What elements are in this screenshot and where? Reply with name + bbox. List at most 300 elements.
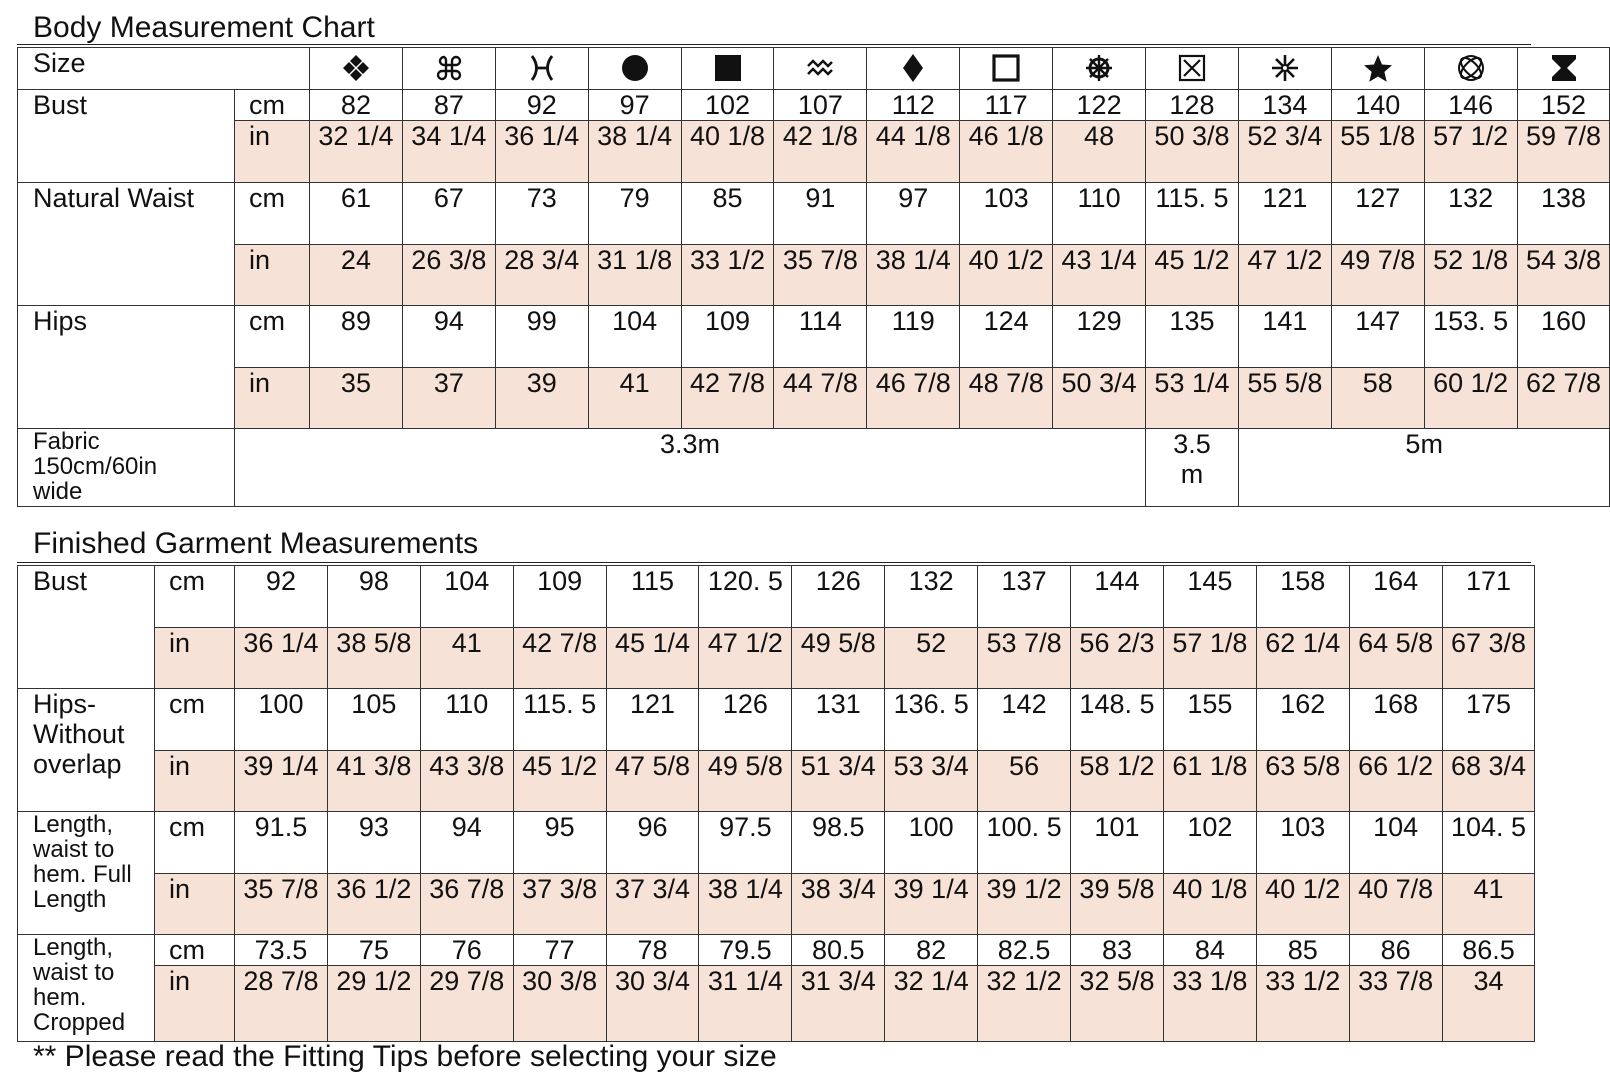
value-cell	[513, 566, 606, 628]
value-cell	[1163, 689, 1256, 751]
size-cell	[310, 48, 403, 90]
cell-value: 49 5/8	[800, 628, 876, 658]
value-cell	[885, 935, 978, 966]
value-cell	[606, 874, 699, 935]
cell-value: 92	[265, 566, 296, 596]
value-cell	[978, 689, 1071, 751]
value-cell	[588, 90, 681, 121]
value-cell	[960, 90, 1053, 121]
unit-label: cm	[155, 689, 235, 751]
cell-value: 31 1/8	[597, 245, 673, 275]
value-cell	[699, 812, 792, 874]
value-cell	[1053, 245, 1146, 306]
row-label: Length, waist to hem. Cropped	[18, 935, 155, 1042]
command-icon	[434, 53, 464, 83]
size-cell	[588, 48, 681, 90]
unit-label: in	[155, 751, 235, 812]
cell-value: 24	[340, 245, 371, 275]
value-cell	[513, 935, 606, 966]
cell-value: 62 7/8	[1525, 368, 1602, 398]
cell-value: 137	[1001, 566, 1047, 596]
value-cell	[1071, 689, 1164, 751]
cell-value: 26 3/8	[411, 245, 487, 275]
table-row	[18, 751, 1535, 812]
value-cell	[513, 812, 606, 874]
cell-value: 86.5	[1462, 935, 1515, 965]
table-row	[18, 121, 1610, 183]
value-cell	[588, 245, 681, 306]
table-row	[18, 183, 1610, 245]
fabric-value: 5m	[1238, 429, 1610, 507]
value-cell	[1071, 751, 1164, 812]
value-cell	[792, 935, 885, 966]
value-cell	[420, 812, 513, 874]
cell-value: 102	[704, 90, 751, 120]
value-cell	[588, 368, 681, 429]
cell-value: 35 7/8	[782, 245, 858, 275]
cell-value: 28 3/4	[504, 245, 580, 275]
cell-value: 120. 5	[707, 566, 783, 596]
value-cell	[699, 628, 792, 689]
table-row	[18, 566, 1535, 628]
unit-label: in	[235, 368, 310, 429]
table-row	[18, 90, 1610, 121]
cell-value: 121	[1262, 183, 1308, 213]
value-cell	[792, 689, 885, 751]
cell-value: 44 7/8	[782, 368, 858, 398]
value-cell	[588, 306, 681, 368]
unit-label: in	[235, 245, 310, 306]
value-cell	[681, 245, 774, 306]
value-cell	[1163, 874, 1256, 935]
value-cell	[495, 306, 588, 368]
value-cell	[310, 306, 403, 368]
cell-value: 94	[433, 306, 464, 336]
value-cell	[1238, 368, 1331, 429]
fabric-value: 3.3m	[235, 429, 1146, 507]
cell-value: 39 5/8	[1079, 874, 1155, 904]
value-cell	[1238, 306, 1331, 368]
value-cell	[1163, 935, 1256, 966]
row-label: Bust	[18, 566, 155, 689]
cell-value: 56	[1009, 751, 1040, 781]
cell-value: 55 1/8	[1340, 121, 1416, 151]
cell-value: 132	[908, 566, 954, 596]
value-cell	[699, 566, 792, 628]
value-cell	[885, 689, 978, 751]
value-cell	[1071, 874, 1164, 935]
value-cell	[1331, 183, 1424, 245]
star-icon	[1363, 53, 1393, 83]
value-cell	[699, 751, 792, 812]
value-cell	[606, 566, 699, 628]
value-cell	[792, 874, 885, 935]
cell-value: 49 5/8	[707, 751, 783, 781]
cell-value: 32 1/2	[986, 966, 1062, 996]
cell-value: 30 3/4	[614, 966, 691, 996]
cell-value: 38 5/8	[336, 628, 412, 658]
cell-value: 82	[340, 90, 371, 120]
value-cell	[681, 183, 774, 245]
value-cell	[792, 751, 885, 812]
value-cell	[960, 183, 1053, 245]
value-cell	[235, 935, 328, 966]
value-cell	[402, 368, 495, 429]
value-cell	[235, 874, 328, 935]
waves-icon	[805, 53, 835, 83]
cell-value: 162	[1280, 689, 1326, 719]
cell-value: 32 5/8	[1079, 966, 1155, 996]
cell-value: 52	[916, 628, 947, 658]
value-cell	[235, 751, 328, 812]
value-cell	[1146, 368, 1239, 429]
cell-value: 53 1/4	[1154, 368, 1230, 398]
cell-value: 83	[1101, 935, 1132, 965]
size-cell	[681, 48, 774, 90]
cell-value: 104	[612, 306, 658, 336]
cell-value: 32 1/4	[318, 121, 394, 151]
cell-value: 127	[1355, 183, 1401, 213]
body-measurement-table	[17, 47, 1610, 507]
value-cell	[1349, 966, 1442, 1042]
cell-value: 155	[1187, 689, 1233, 719]
cell-value: 41	[619, 368, 650, 398]
value-cell	[792, 566, 885, 628]
value-cell	[1517, 306, 1610, 368]
value-cell	[310, 368, 403, 429]
table-row	[18, 966, 1535, 1042]
cell-value: 94	[451, 812, 482, 842]
cell-value: 41	[451, 628, 482, 658]
cell-value: 45 1/4	[614, 628, 691, 658]
cell-value: 60 1/2	[1433, 368, 1509, 398]
cell-value: 104	[1373, 812, 1419, 842]
cell-value: 101	[1094, 812, 1140, 842]
cell-value: 54 3/8	[1525, 245, 1602, 275]
cell-value: 168	[1373, 689, 1419, 719]
value-cell	[402, 183, 495, 245]
table-row	[18, 874, 1535, 935]
hourglass-icon	[1549, 53, 1579, 83]
value-cell	[1256, 812, 1349, 874]
value-cell	[420, 689, 513, 751]
cell-value: 126	[722, 689, 768, 719]
value-cell	[792, 966, 885, 1042]
cell-value: 46 1/8	[968, 121, 1044, 151]
cell-value: 57 1/8	[1172, 628, 1248, 658]
cell-value: 99	[526, 306, 557, 336]
value-cell	[978, 966, 1071, 1042]
size-cell	[1238, 48, 1331, 90]
cell-value: 75	[358, 935, 389, 965]
cell-value: 40 1/8	[689, 121, 766, 151]
value-cell	[1424, 90, 1517, 121]
cell-value: 76	[451, 935, 482, 965]
size-cell	[495, 48, 588, 90]
value-cell	[1349, 566, 1442, 628]
cell-value: 44 1/8	[875, 121, 951, 151]
cell-value: 78	[637, 935, 668, 965]
unit-label: cm	[235, 306, 310, 368]
value-cell	[1256, 689, 1349, 751]
cell-value: 91	[805, 183, 836, 213]
size-cell	[960, 48, 1053, 90]
cell-value: 47 1/2	[1247, 245, 1323, 275]
cell-value: 98	[358, 566, 389, 596]
title-rule	[17, 562, 1531, 563]
cell-value: 42 7/8	[522, 628, 598, 658]
cell-value: 67 3/8	[1450, 628, 1527, 658]
cell-value: 109	[537, 566, 583, 596]
cell-value: 77	[544, 935, 575, 965]
value-cell	[699, 874, 792, 935]
value-cell	[327, 874, 420, 935]
cell-value: 58	[1362, 368, 1393, 398]
value-cell	[885, 566, 978, 628]
value-cell	[402, 306, 495, 368]
cell-value: 42 7/8	[689, 368, 766, 398]
value-cell	[1442, 935, 1535, 966]
value-cell	[1163, 628, 1256, 689]
value-cell	[978, 628, 1071, 689]
value-cell	[1424, 245, 1517, 306]
value-cell	[774, 90, 867, 121]
value-cell	[681, 90, 774, 121]
table-row	[18, 628, 1535, 689]
four-diamonds-icon	[341, 53, 371, 83]
asterisk-icon	[1270, 53, 1300, 83]
unit-label: cm	[155, 566, 235, 628]
unit-label: cm	[155, 812, 235, 874]
value-cell	[1442, 689, 1535, 751]
cell-value: 110	[445, 689, 489, 719]
value-cell	[1238, 121, 1331, 183]
cell-value: 122	[1076, 90, 1122, 120]
size-cell	[1517, 48, 1610, 90]
cell-value: 95	[544, 812, 575, 842]
cell-value: 29 7/8	[429, 966, 505, 996]
unit-label: cm	[235, 183, 310, 245]
value-cell	[978, 751, 1071, 812]
value-cell	[513, 966, 606, 1042]
value-cell	[1053, 368, 1146, 429]
unit-label: cm	[235, 90, 310, 121]
value-cell	[960, 306, 1053, 368]
cell-value: 124	[983, 306, 1029, 336]
cell-value: 35	[340, 368, 371, 398]
value-cell	[885, 812, 978, 874]
value-cell	[310, 245, 403, 306]
cell-value: 117	[984, 90, 1028, 120]
cell-value: 36 1/4	[243, 628, 319, 658]
cell-value: 158	[1280, 566, 1326, 596]
table-row	[18, 245, 1610, 306]
cell-value: 31 1/4	[707, 966, 783, 996]
cell-value: 79.5	[719, 935, 772, 965]
value-cell	[885, 874, 978, 935]
cell-value: 48	[1084, 121, 1115, 151]
cell-value: 97.5	[719, 812, 772, 842]
value-cell	[1163, 566, 1256, 628]
cell-value: 115	[630, 566, 675, 596]
cell-value: 82.5	[997, 935, 1051, 965]
cell-value: 39 1/4	[893, 874, 969, 904]
value-cell	[978, 874, 1071, 935]
value-cell	[513, 874, 606, 935]
table-row	[18, 935, 1535, 966]
cell-value: 40 7/8	[1358, 874, 1434, 904]
cell-value: 52 1/8	[1433, 245, 1509, 275]
value-cell	[1256, 935, 1349, 966]
value-cell	[420, 935, 513, 966]
cell-value: 39 1/4	[243, 751, 319, 781]
value-cell	[1163, 966, 1256, 1042]
cell-value: 175	[1465, 689, 1512, 719]
value-cell	[867, 306, 960, 368]
cell-value: 53 7/8	[986, 628, 1062, 658]
value-cell	[1349, 935, 1442, 966]
value-cell	[885, 628, 978, 689]
cell-value: 73.5	[254, 935, 308, 965]
unit-label: in	[235, 121, 310, 183]
table-row	[18, 812, 1535, 874]
cell-value: 97	[619, 90, 650, 120]
cell-value: 40 1/8	[1172, 874, 1248, 904]
cell-value: 51 3/4	[800, 751, 876, 781]
value-cell	[1071, 812, 1164, 874]
value-cell	[495, 368, 588, 429]
value-cell	[327, 966, 420, 1042]
cell-value: 148. 5	[1079, 689, 1155, 719]
circle-icon	[620, 53, 650, 83]
cell-value: 109	[704, 306, 751, 336]
cell-value: 147	[1355, 306, 1401, 336]
cell-value: 38 1/4	[875, 245, 951, 275]
cell-value: 33 1/2	[689, 245, 766, 275]
value-cell	[1238, 245, 1331, 306]
cell-value: 171	[1465, 566, 1512, 596]
cell-value: 61	[340, 183, 371, 213]
cell-value: 80.5	[812, 935, 865, 965]
cell-value: 68 3/4	[1450, 751, 1527, 781]
cell-value: 50 3/4	[1061, 368, 1137, 398]
value-cell	[867, 368, 960, 429]
value-cell	[327, 751, 420, 812]
cell-value: 31 3/4	[800, 966, 876, 996]
value-cell	[495, 183, 588, 245]
value-cell	[1238, 183, 1331, 245]
cell-value: 103	[1280, 812, 1326, 842]
size-cell	[774, 48, 867, 90]
cell-value: 58 1/2	[1079, 751, 1155, 781]
value-cell	[960, 368, 1053, 429]
cell-value: 36 7/8	[429, 874, 505, 904]
value-cell	[1442, 812, 1535, 874]
value-cell	[1424, 368, 1517, 429]
cell-value: 141	[1262, 306, 1308, 336]
value-cell	[310, 183, 403, 245]
cell-value: 55 5/8	[1247, 368, 1323, 398]
cell-value: 97	[898, 183, 929, 213]
value-cell	[1256, 566, 1349, 628]
size-cell	[1146, 48, 1239, 90]
value-cell	[495, 245, 588, 306]
ship-wheel-icon	[1084, 53, 1114, 83]
cell-value: 33 1/2	[1265, 966, 1341, 996]
cell-value: 42 1/8	[782, 121, 858, 151]
value-cell	[792, 812, 885, 874]
cell-value: 96	[637, 812, 668, 842]
value-cell	[1442, 874, 1535, 935]
value-cell	[420, 566, 513, 628]
cell-value: 37 3/8	[522, 874, 598, 904]
value-cell	[588, 183, 681, 245]
cell-value: 59 7/8	[1525, 121, 1602, 151]
value-cell	[402, 245, 495, 306]
value-cell	[867, 245, 960, 306]
value-cell	[235, 628, 328, 689]
cell-value: 37	[433, 368, 464, 398]
row-label: Hips- Without overlap	[18, 689, 155, 812]
garment-chart-title: Finished Garment Measurements	[33, 527, 479, 560]
value-cell	[235, 689, 328, 751]
value-cell	[1146, 183, 1239, 245]
value-cell	[513, 689, 606, 751]
size-cell	[402, 48, 495, 90]
title-rule	[17, 44, 1531, 45]
x-box-icon	[1177, 53, 1207, 83]
table-row	[18, 368, 1610, 429]
value-cell	[606, 935, 699, 966]
cell-value: 46 7/8	[875, 368, 951, 398]
cell-value: 36 1/4	[504, 121, 580, 151]
cell-value: 64 5/8	[1358, 628, 1434, 658]
value-cell	[699, 935, 792, 966]
cell-value: 131	[815, 689, 861, 719]
cell-value: 37 3/4	[614, 874, 691, 904]
cell-value: 115. 5	[523, 689, 597, 719]
cell-value: 63 5/8	[1265, 751, 1341, 781]
value-cell	[978, 566, 1071, 628]
cell-value: 135	[1169, 306, 1215, 336]
value-cell	[1331, 306, 1424, 368]
cell-value: 136. 5	[893, 689, 969, 719]
cell-value: 40 1/2	[968, 245, 1044, 275]
value-cell	[1424, 306, 1517, 368]
cell-value: 49 7/8	[1340, 245, 1416, 275]
value-cell	[792, 628, 885, 689]
value-cell	[867, 183, 960, 245]
cell-value: 107	[797, 90, 843, 120]
cell-value: 142	[1001, 689, 1047, 719]
fabric-label: Fabric 150cm/60in wide	[18, 429, 235, 507]
value-cell	[327, 812, 420, 874]
value-cell	[606, 689, 699, 751]
cell-value: 40 1/2	[1265, 874, 1341, 904]
value-cell	[1146, 245, 1239, 306]
cell-value: 144	[1094, 566, 1140, 596]
value-cell	[1053, 183, 1146, 245]
size-row	[18, 48, 1610, 90]
cell-value: 91.5	[254, 812, 308, 842]
value-cell	[699, 689, 792, 751]
cell-value: 164	[1373, 566, 1419, 596]
cell-value: 38 3/4	[800, 874, 876, 904]
value-cell	[327, 566, 420, 628]
cell-value: 39 1/2	[986, 874, 1062, 904]
cell-value: 62 1/4	[1265, 628, 1341, 658]
unit-label: in	[155, 628, 235, 689]
